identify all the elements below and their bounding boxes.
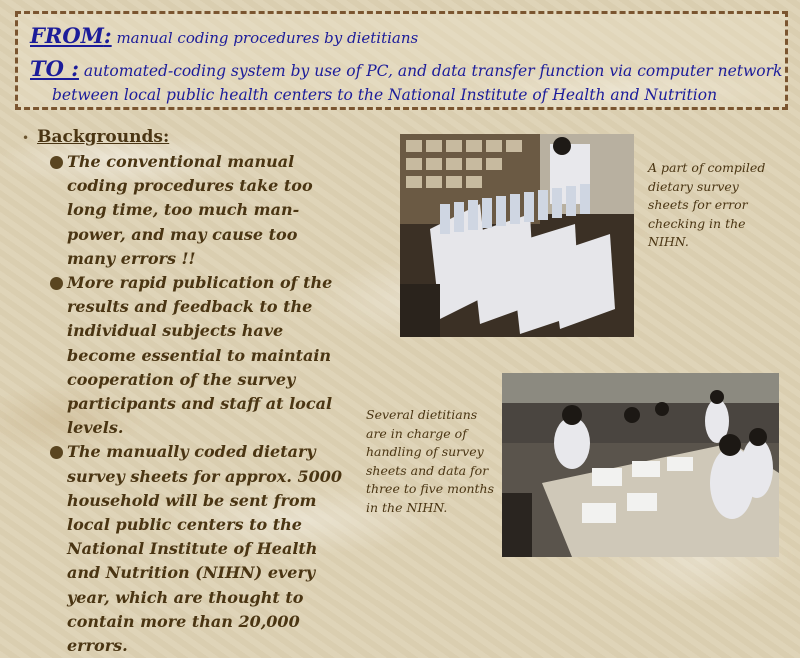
heading-bullet: • [22, 131, 30, 145]
list-item-text: The conventional manual coding procedures take too long time, too much man-power, and may cause too many errors !! [67, 152, 313, 268]
from-colon: : [103, 23, 112, 48]
list-item-text: The manually coded dietary survey sheets for approx. 5000 household will be sent from local public centers to the National Institute of Health and Nutrition (NIHN) every year, which are thought to contain more than 20,000 errors. [67, 442, 342, 656]
survey-sheets-illustration [400, 134, 634, 337]
backgrounds-title: Backgrounds: [37, 127, 170, 147]
survey-sheets-photo [400, 134, 634, 337]
bullet-dot-icon [50, 277, 63, 290]
photo1-caption: A part of compiled dietary survey sheets for error checking in the NIHN. [648, 160, 766, 249]
photo2-caption: Several dietitians are in charge of handling of survey sheets and data for three to five months in the NIHN. [366, 407, 495, 515]
list-item [50, 150, 350, 271]
from-text: manual coding procedures by dietitians [111, 29, 419, 47]
list-item-text: More rapid publication of the results and feedback to the individual subjects have become essential to maintain cooperation of the survey participants and staff at local levels. [67, 273, 333, 438]
list-item [50, 271, 350, 440]
to-label: TO : [30, 56, 79, 81]
from-label: FROM [30, 23, 104, 48]
to-line [30, 56, 782, 81]
backgrounds-heading [22, 127, 169, 147]
dietitians-illustration [502, 373, 779, 557]
dietitians-photo [502, 373, 779, 557]
to-text: automated-coding system by use of PC, and data transfer function via computer network [78, 62, 783, 80]
title-banner [15, 11, 788, 110]
from-line [30, 23, 418, 48]
backgrounds-list [50, 150, 350, 658]
bullet-dot-icon [50, 156, 63, 169]
to-continuation: between local public health centers to the National Institute of Health and Nutrition [52, 86, 718, 104]
list-item [50, 440, 350, 658]
bullet-dot-icon [50, 446, 63, 459]
